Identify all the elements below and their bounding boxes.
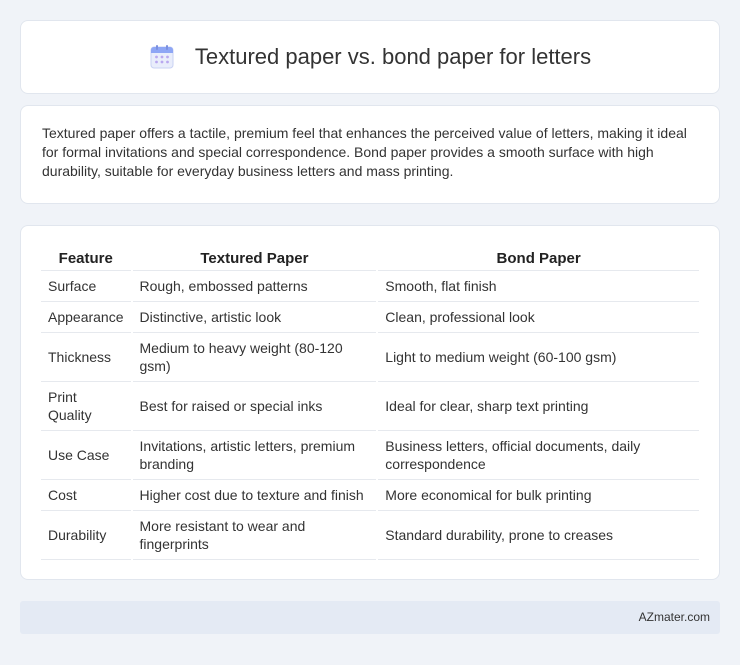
- table-row: [41, 511, 699, 560]
- table-row: [41, 382, 699, 431]
- feature-cell: Thickness: [41, 333, 132, 382]
- table-header-row: [41, 244, 699, 271]
- header-textured-paper: Textured Paper: [132, 244, 378, 271]
- bond-cell: Ideal for clear, sharp text printing: [377, 382, 699, 431]
- bond-cell: More economical for bulk printing: [377, 480, 699, 511]
- table-row: [41, 480, 699, 511]
- feature-cell: Appearance: [41, 302, 132, 333]
- textured-cell: Rough, embossed patterns: [132, 271, 378, 302]
- header-bond-paper: Bond Paper: [377, 244, 699, 271]
- feature-cell: Durability: [41, 511, 132, 560]
- calendar-icon: [149, 44, 175, 70]
- bond-cell: Light to medium weight (60-100 gsm): [377, 333, 699, 382]
- bond-cell: Standard durability, prone to creases: [377, 511, 699, 560]
- bond-cell: Clean, professional look: [377, 302, 699, 333]
- textured-cell: Distinctive, artistic look: [132, 302, 378, 333]
- footer-brand: AZmater.com: [638, 610, 710, 624]
- summary-card: [20, 105, 720, 204]
- page-title: Textured paper vs. bond paper for letters: [194, 44, 592, 69]
- footer-bar: [20, 601, 720, 634]
- table-row: [41, 302, 699, 333]
- table-row: [41, 333, 699, 382]
- textured-cell: More resistant to wear and fingerprints: [132, 511, 378, 560]
- feature-cell: Use Case: [41, 431, 132, 480]
- feature-cell: Surface: [41, 271, 132, 302]
- textured-cell: Best for raised or special inks: [132, 382, 378, 431]
- table-row: [41, 271, 699, 302]
- table-row: [41, 431, 699, 480]
- textured-cell: Higher cost due to texture and finish: [132, 480, 378, 511]
- textured-cell: Medium to heavy weight (80-120 gsm): [132, 333, 378, 382]
- bond-cell: Business letters, official documents, daily correspondence: [377, 431, 699, 480]
- comparison-table-card: [20, 225, 720, 580]
- feature-cell: Cost: [41, 480, 132, 511]
- textured-cell: Invitations, artistic letters, premium branding: [132, 431, 378, 480]
- summary-text: Textured paper offers a tactile, premium feel that enhances the perceived value of letters, making it ideal for formal invitations and special correspondence. Bond paper provides a smooth surface with high durability, suitable for everyday business letters and mass printing.: [42, 125, 687, 179]
- bond-cell: Smooth, flat finish: [377, 271, 699, 302]
- feature-cell: Print Quality: [41, 382, 132, 431]
- comparison-table: [41, 244, 699, 560]
- title-card: [20, 20, 720, 94]
- header-feature: Feature: [41, 244, 132, 271]
